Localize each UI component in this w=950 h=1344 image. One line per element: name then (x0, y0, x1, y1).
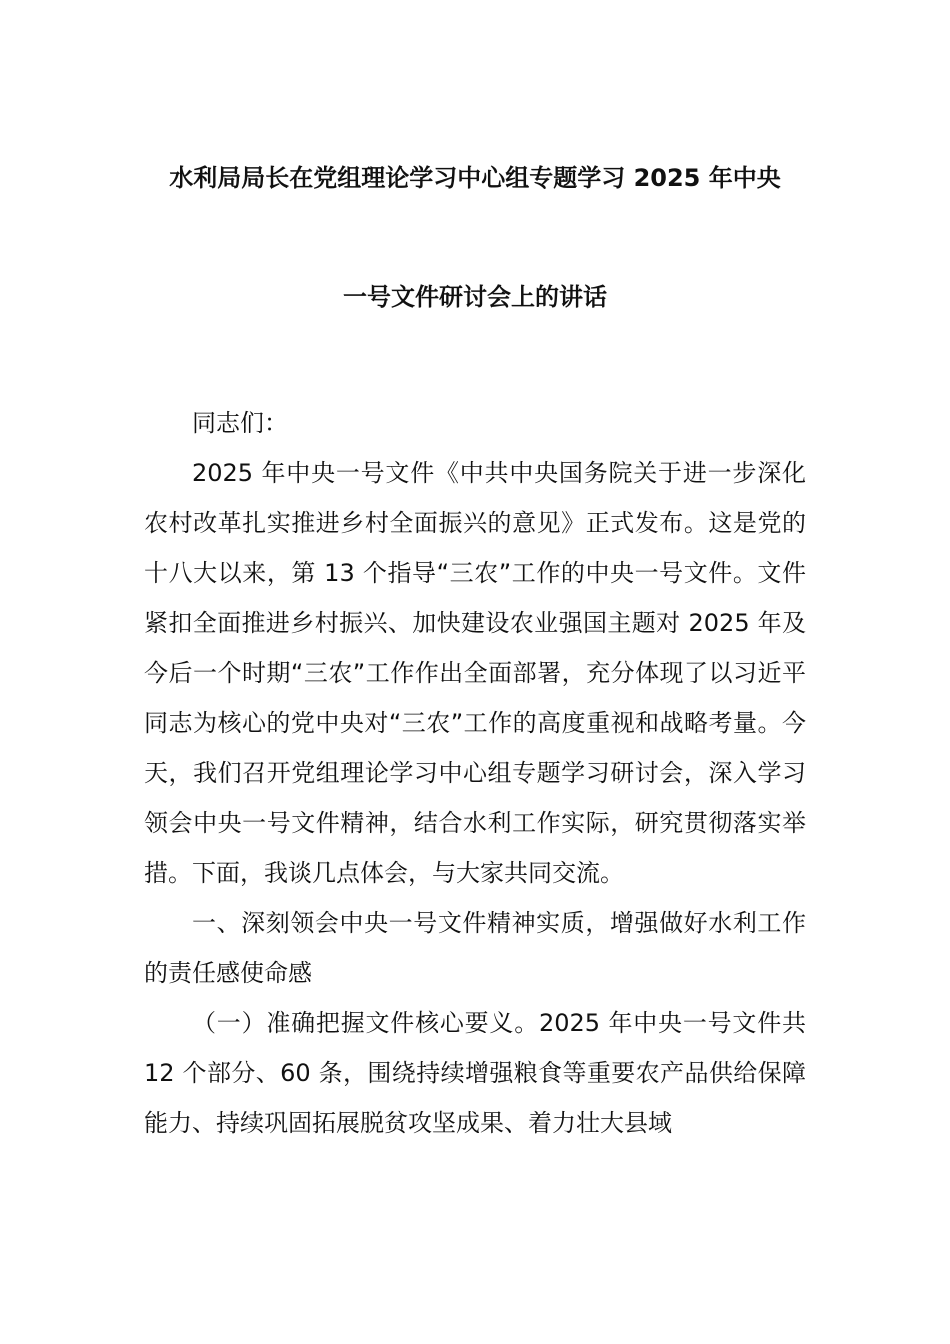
paragraph-intro: 2025 年中央一号文件《中共中央国务院关于进一步深化农村改革扎实推进乡村全面振兴的意见》正式发布。这是党的十八大以来，第 13 个指导“三农”工作的中央一号文件。文件紧扣全面推进乡村振兴、加快建设农业强国主题对 2025 年及今后一个时期“三农”工作作出全面部署，充分体现了以习近平同志为核心的党中央对“三农”工作的高度重视和战略考量。今天，我们召开党组理论学习中心组专题学习研讨会，深入学习领会中央一号文件精神，结合水利工作实际，研究贯彻落实举措。下面，我谈几点体会，与大家共同交流。 (144, 459, 806, 887)
paragraph-section-1-1: （一）准确把握文件核心要义。2025 年中央一号文件共 12 个部分、60 条，围绕持续增强粮食等重要农产品供给保障能力、持续巩固拓展脱贫攻坚成果、着力壮大县域 (144, 1009, 806, 1137)
document-body (144, 398, 806, 1148)
document-title-line-2: 一号文件研讨会上的讲话 (343, 283, 607, 311)
section-heading-1: 一、深刻领会中央一号文件精神实质，增强做好水利工作的责任感使命感 (144, 909, 806, 987)
document-title-line-1: 水利局局长在党组理论学习中心组专题学习 2025 年中央 (169, 164, 781, 192)
salutation: 同志们： (192, 409, 288, 437)
